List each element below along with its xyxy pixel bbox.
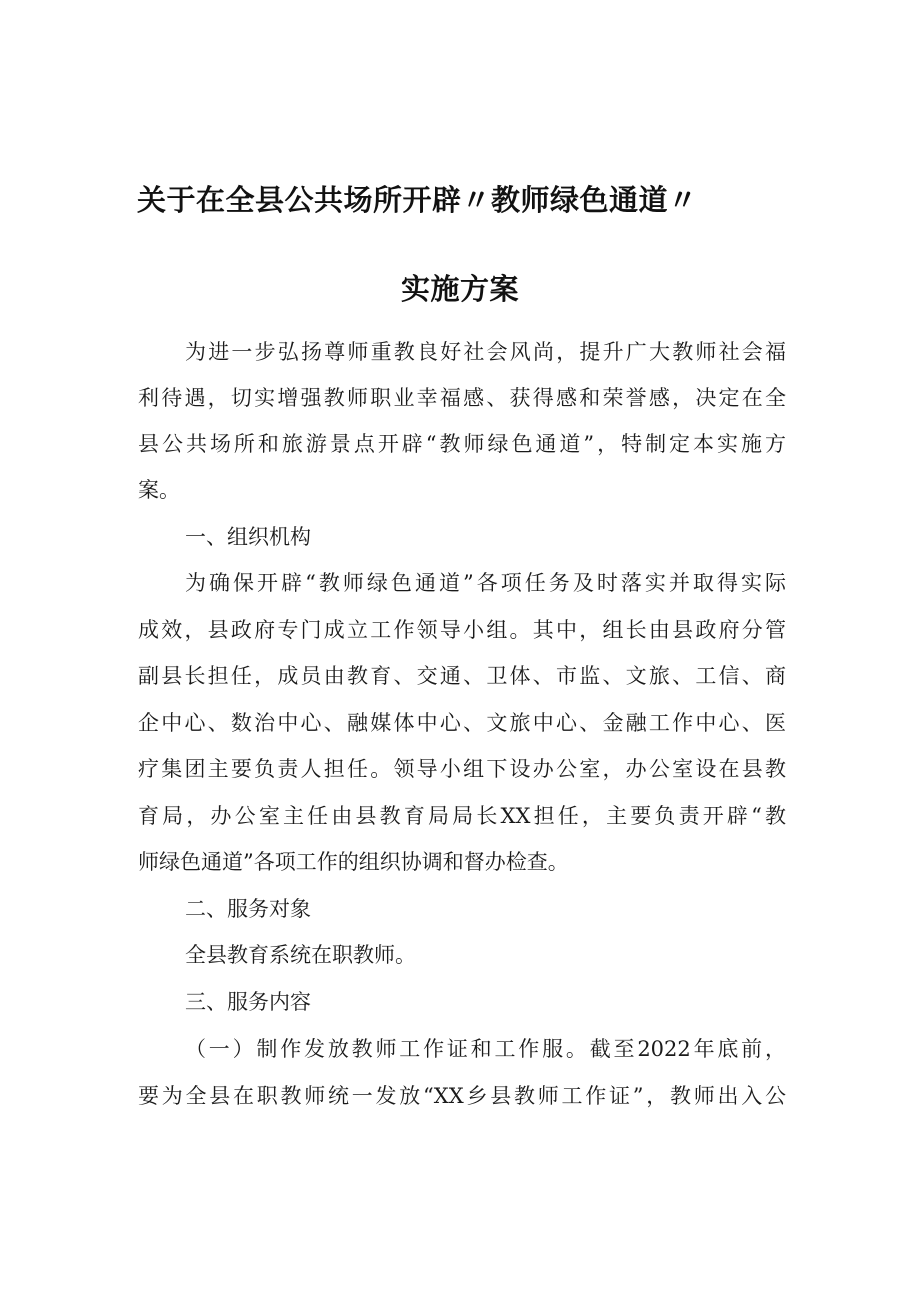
paragraph-line: 为确保开辟“教师绿色通道”各项任务及时落实并取得实际 (185, 571, 786, 595)
paragraph-line: 为进一步弘扬尊师重教良好社会风尚，提升广大教师社会福 (185, 340, 786, 364)
section-heading: 一、组织机构 (185, 525, 311, 549)
paragraph-line: 育局，办公室主任由县教育局局长XX担任，主要负责开辟“教 (138, 804, 786, 828)
paragraph-line: 案。 (138, 478, 180, 502)
paragraph-line: 县公共场所和旅游景点开辟“教师绿色通道”，特制定本实施方 (138, 432, 786, 456)
section-heading: 三、服务内容 (185, 990, 311, 1014)
paragraph-line: 师绿色通道”各项工作的组织协调和督办检查。 (138, 850, 569, 874)
paragraph-line: 疗集团主要负责人担任。领导小组下设办公室，办公室设在县教 (138, 757, 786, 781)
section-heading: 二、服务对象 (185, 897, 311, 921)
paragraph-line: 利待遇，切实增强教师职业幸福感、获得感和荣誉感，决定在全 (138, 386, 786, 410)
document-title-line-2: 实施方案 (400, 272, 519, 306)
paragraph-line: 要为全县在职教师统一发放“XX乡县教师工作证”，教师出入公 (138, 1084, 786, 1108)
paragraph-line: 副县长担任，成员由教育、交通、卫体、市监、文旅、工信、商 (138, 664, 786, 688)
paragraph-line: 全县教育系统在职教师。 (185, 943, 416, 967)
paragraph-line: 企中心、数治中心、融媒体中心、文旅中心、金融工作中心、医 (138, 711, 786, 735)
paragraph-line: （一）制作发放教师工作证和工作服。截至2022年底前， (185, 1037, 786, 1061)
document-title-line-1: 关于在全县公共场所开辟〃教师绿色通道〃 (137, 183, 698, 217)
paragraph-line: 成效，县政府专门成立工作领导小组。其中，组长由县政府分管 (138, 618, 786, 642)
